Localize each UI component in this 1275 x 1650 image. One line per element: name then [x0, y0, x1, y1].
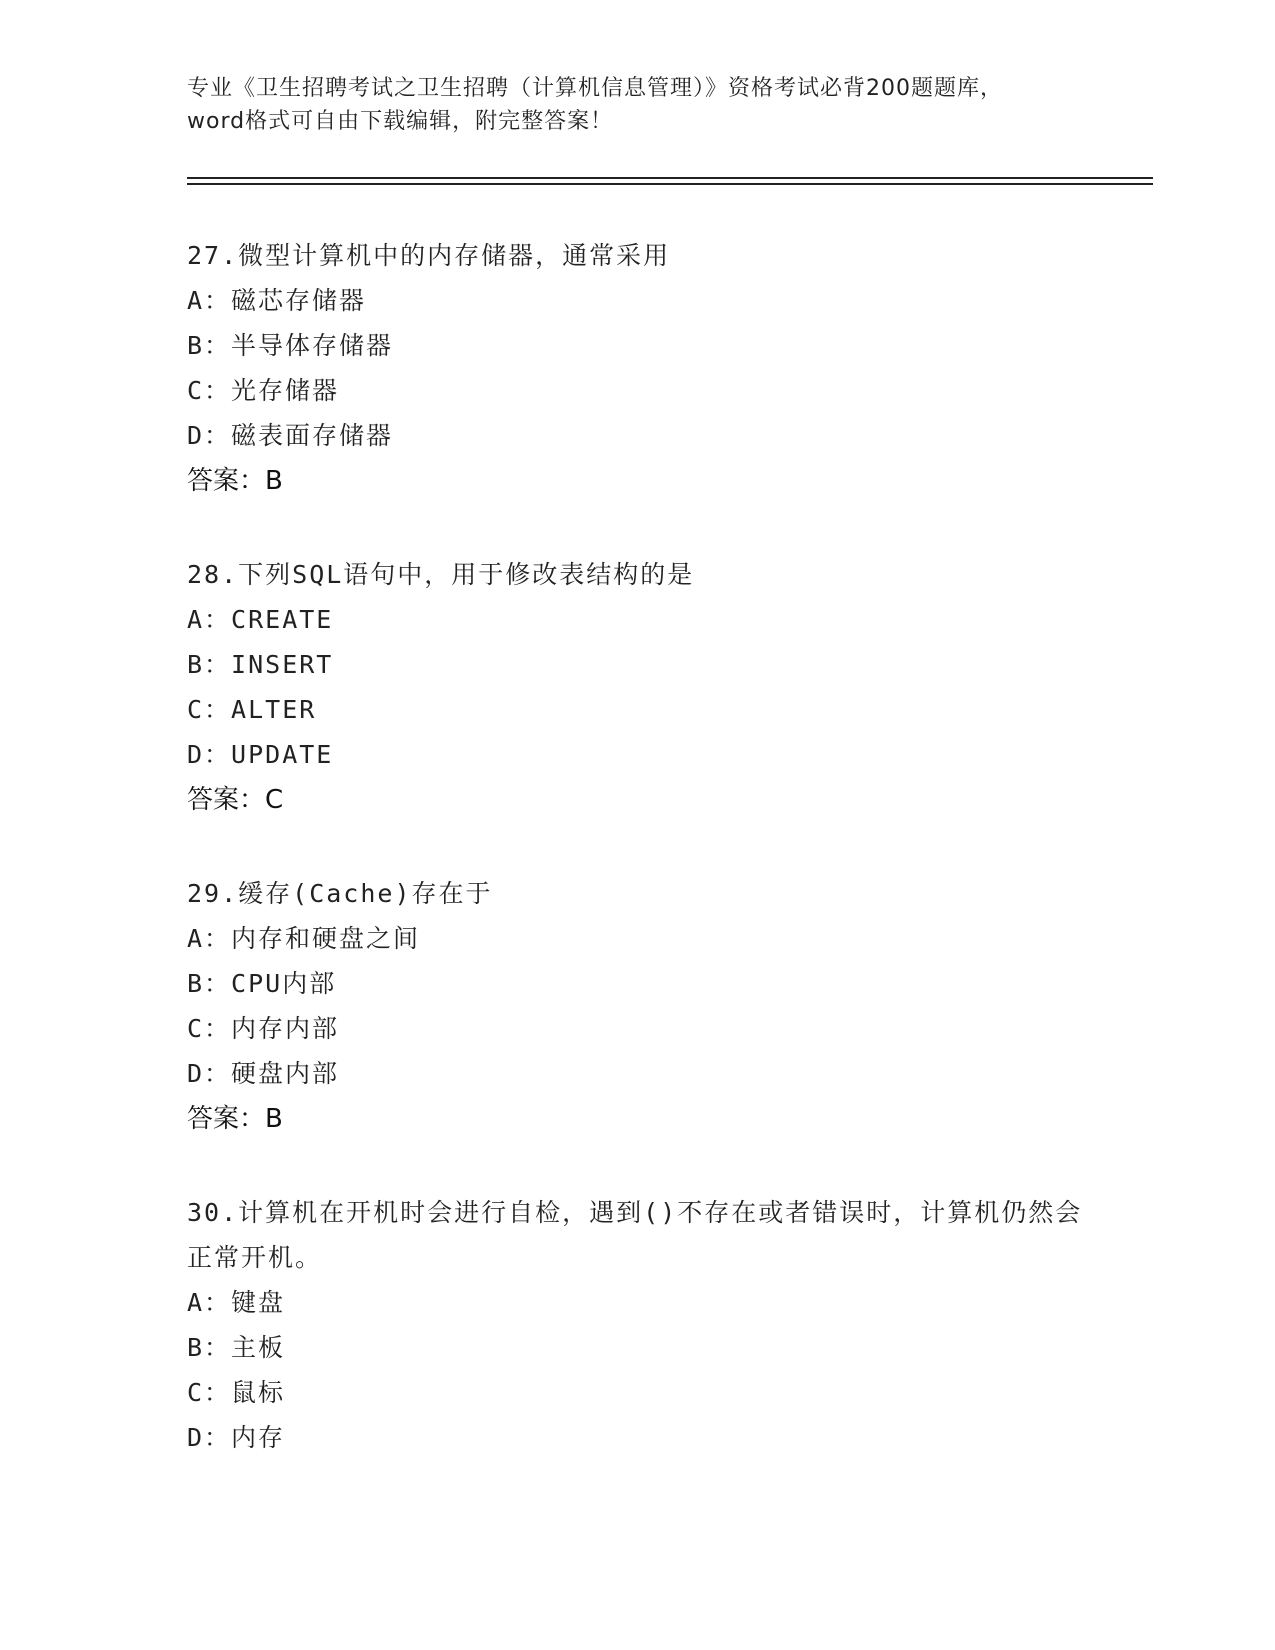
- option-a: A：CREATE: [187, 605, 334, 634]
- option-b: B：CPU内部: [187, 969, 337, 998]
- option-d: D：磁表面存储器: [187, 421, 394, 450]
- option-d: D：UPDATE: [187, 740, 334, 769]
- document-header: [187, 72, 1087, 138]
- option-c: C：鼠标: [187, 1378, 286, 1407]
- option-d: D：内存: [187, 1423, 286, 1452]
- option-b: B：INSERT: [187, 650, 334, 679]
- option-a: A：内存和硬盘之间: [187, 924, 421, 953]
- question-30: [187, 1190, 1087, 1460]
- header-divider-bottom: [187, 183, 1153, 185]
- question-text: 29.缓存(Cache)存在于: [187, 879, 493, 908]
- question-text: 30.计算机在开机时会进行自检，遇到()不存在或者错误时，计算机仍然会正常开机。: [187, 1198, 1083, 1272]
- option-c: C：光存储器: [187, 376, 340, 405]
- answer: 答案：C: [187, 785, 284, 815]
- question-27: [187, 233, 1087, 504]
- option-a: A：键盘: [187, 1288, 286, 1317]
- option-d: D：硬盘内部: [187, 1059, 340, 1088]
- option-b: B：主板: [187, 1333, 286, 1362]
- answer: 答案：B: [187, 1104, 283, 1134]
- option-c: C：ALTER: [187, 695, 317, 724]
- option-c: C：内存内部: [187, 1014, 340, 1043]
- header-line-1: 专业《卫生招聘考试之卫生招聘（计算机信息管理）》资格考试必背200题题库，: [187, 76, 1003, 101]
- option-a: A：磁芯存储器: [187, 286, 367, 315]
- answer: 答案：B: [187, 466, 283, 496]
- question-29: [187, 871, 1087, 1142]
- question-text: 28.下列SQL语句中，用于修改表结构的是: [187, 560, 695, 589]
- option-b: B：半导体存储器: [187, 331, 394, 360]
- question-28: [187, 552, 1087, 823]
- header-line-2: word格式可自由下载编辑，附完整答案！: [187, 109, 614, 134]
- question-text: 27.微型计算机中的内存储器，通常采用: [187, 241, 671, 270]
- header-divider-top: [187, 177, 1153, 179]
